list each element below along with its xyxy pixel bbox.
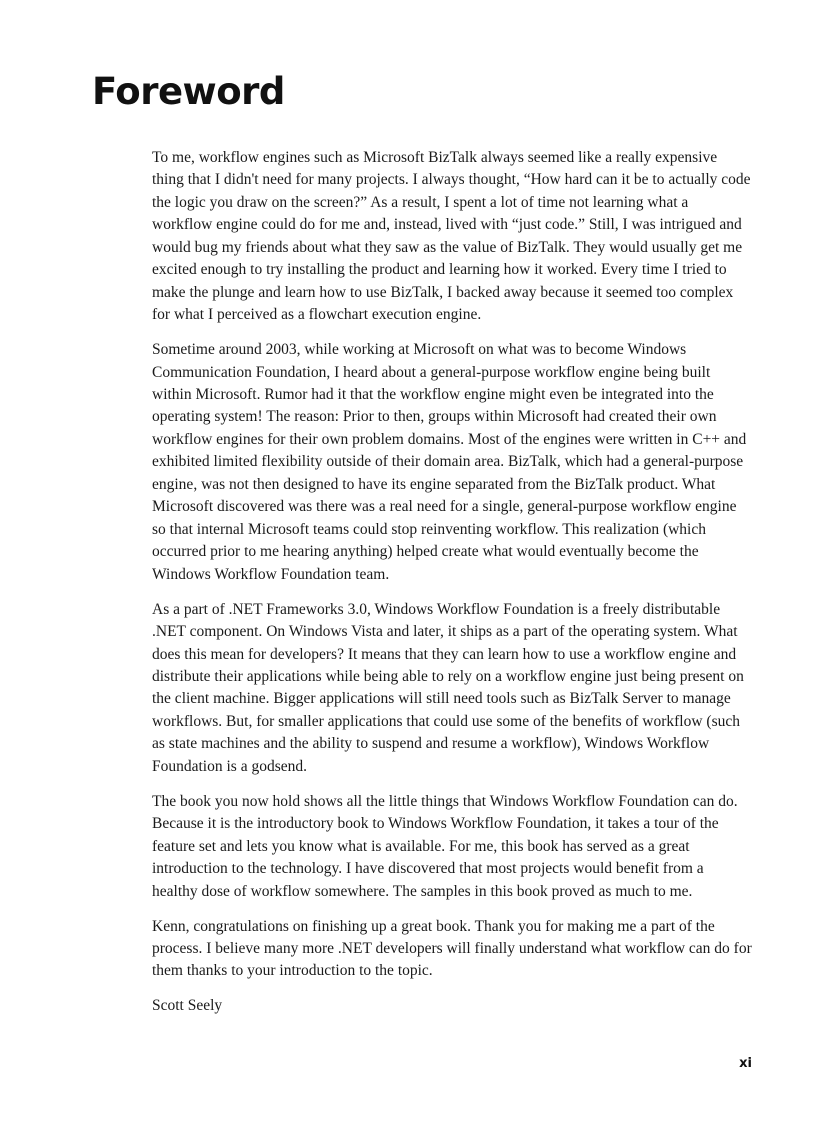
paragraph: Kenn, congratulations on finishing up a great book. Thank you for making me a part of the process. I believe many more .NET developers will finally understand what workflow can do for them thanks to your introduction to the topic. [152, 917, 752, 980]
page-title: Foreword [92, 70, 285, 113]
page-number: xi [739, 1056, 752, 1071]
foreword-body [152, 147, 752, 1018]
paragraph: To me, workflow engines such as Microsoft BizTalk always seemed like a really expensive thing that I didn't need for many projects. I always thought, “How hard can it be to actually code the logic you draw on the screen?” As a result, I spent a lot of time not learning what a workflow engine could do for me and, instead, lived with “just code.” Still, I was intrigued and would bug my friends about what they saw as the value of BizTalk. They would usually get me excited enough to try installing the product and learning how it worked. Every time I tried to make the plunge and learn how to use BizTalk, I backed away because it seemed too complex for what I perceived as a flowchart execution engine. [152, 149, 751, 324]
paragraph: As a part of .NET Frameworks 3.0, Windows Workflow Foundation is a freely distributable .NET component. On Windows Vista and later, it ships as a part of the operating system. What does this mean for developers? It means that they can learn how to use a workflow engine and distribute their applications while being able to rely on a workflow engine just being present on the client machine. Bigger applications will still need tools such as BizTalk Server to manage workflows. But, for smaller applications that could use some of the benefits of workflow (such as state machines and the ability to suspend and resume a workflow), Windows Workflow Foundation is a godsend. [152, 600, 744, 775]
paragraph: Sometime around 2003, while working at Microsoft on what was to become Windows Communication Foundation, I heard about a general-purpose workflow engine being built within Microsoft. Rumor had it that the workflow engine might even be integrated into the operating system! The reason: Prior to then, groups within Microsoft had created their own workflow engines for their own problem domains. Most of the engines were written in C++ and exhibited limited flexibility outside of their domain area. BizTalk, which had a general-purpose engine, was not then designed to have its engine separated from the BizTalk product. What Microsoft discovered was there was a real need for a single, general-purpose workflow engine so that internal Microsoft teams could stop reinventing workflow. This realization (which occurred prior to me hearing anything) helped create what would eventually become the Windows Workflow Foundation team. [152, 341, 747, 583]
paragraph: The book you now hold shows all the little things that Windows Workflow Foundation can do. Because it is the introductory book to Windows Workflow Foundation, it takes a tour of the feature set and lets you know what is available. For me, this book has served as a great introduction to the technology. I have discovered that most projects would benefit from a healthy dose of workflow somewhere. The samples in this book proved as much to me. [152, 792, 738, 900]
author-signature: Scott Seely [152, 997, 223, 1015]
